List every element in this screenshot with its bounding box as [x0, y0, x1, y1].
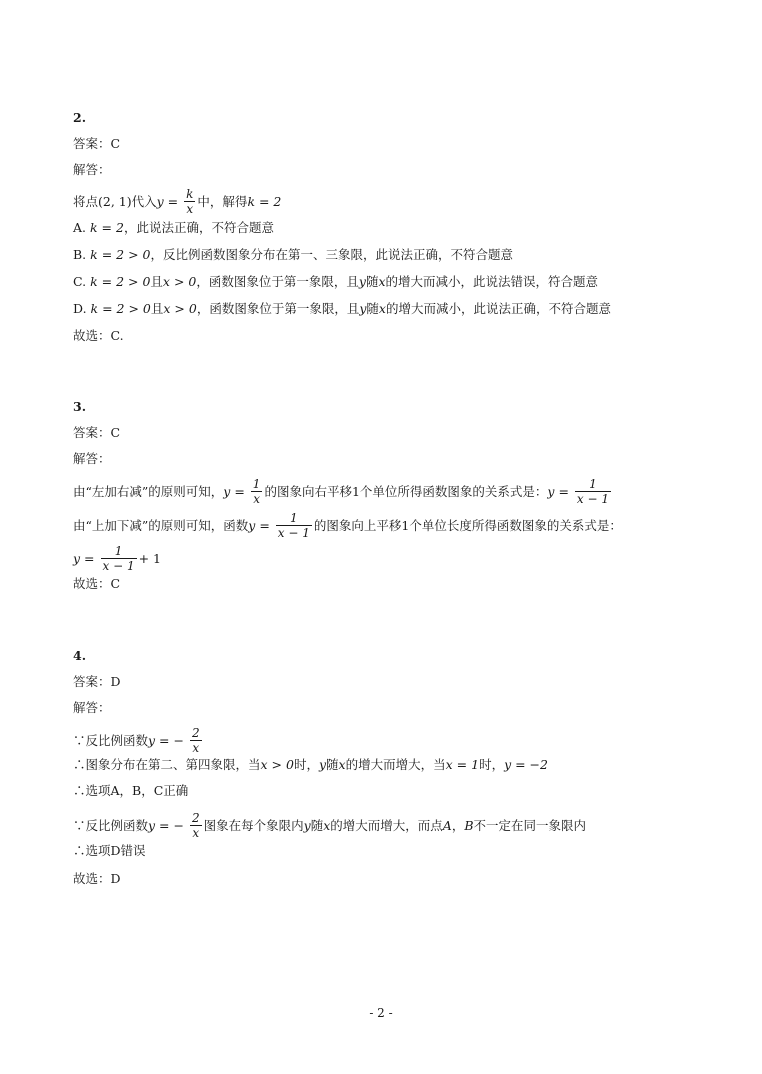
numerator: 1	[252, 477, 261, 491]
q2-option-b	[73, 247, 513, 263]
text: ∵反比例函数	[73, 818, 149, 833]
q3-choose: 故选：C	[73, 576, 121, 591]
q2-option-a	[73, 220, 274, 236]
math: y =	[547, 484, 569, 499]
fraction	[251, 477, 263, 506]
text: 随	[310, 818, 324, 833]
text: 随	[366, 301, 379, 316]
numerator: 1	[575, 477, 611, 492]
denominator: x − 1	[102, 559, 135, 573]
text: D.	[73, 301, 87, 316]
math: y = −	[148, 818, 184, 833]
text: B.	[73, 247, 87, 262]
numerator: k	[186, 187, 194, 201]
math: k = 2	[90, 220, 124, 235]
math: k = 2 > 0	[90, 247, 151, 262]
text: A.	[73, 220, 87, 235]
denominator: x − 1	[576, 492, 609, 506]
text: 由“左加右减”的原则可知，	[73, 484, 224, 499]
text: 随	[365, 274, 379, 289]
q2-option-d	[73, 301, 611, 317]
text: ，	[451, 818, 465, 833]
text: 的增大而增大，而点	[330, 818, 443, 833]
denominator: x	[192, 826, 200, 840]
q3-line-2	[73, 512, 622, 541]
q3-number: 3.	[73, 399, 87, 414]
numerator: 1	[276, 511, 312, 526]
q2-answer: 答案：C	[73, 136, 121, 151]
text: 的增大而增大，当	[345, 757, 446, 772]
q2-choose: 故选：C.	[73, 328, 124, 343]
q4-solution-label: 解答：	[73, 700, 111, 715]
math: y	[303, 818, 311, 833]
text: ，函数图象位于第一象限，且	[196, 274, 359, 289]
math: k = 2 > 0	[90, 301, 151, 316]
q4-line-1	[73, 727, 204, 756]
math: x	[338, 757, 346, 772]
q4-line-2	[73, 757, 548, 773]
text: ，此说法正确，不符合题意	[123, 220, 274, 235]
q3-solution-label: 解答：	[73, 451, 111, 466]
q4-answer: 答案：D	[73, 674, 121, 689]
math: x > 0	[163, 301, 197, 316]
page-number: - 2 -	[369, 1006, 393, 1020]
text: 时，	[479, 757, 505, 772]
text: 将点	[73, 194, 99, 209]
text: 的增大而减小，此说法错误，符合题意	[385, 274, 599, 289]
denominator: x − 1	[277, 526, 310, 540]
fraction	[276, 511, 312, 540]
fraction	[190, 726, 202, 755]
text: 不一定在同一象限内	[473, 818, 587, 833]
fraction	[184, 187, 195, 216]
math: x = 1	[445, 757, 480, 772]
math: x	[378, 274, 386, 289]
q4-choose: 故选：D	[73, 871, 121, 886]
q4-number: 4.	[73, 648, 87, 663]
q2-line-1	[73, 188, 281, 217]
fraction	[575, 477, 611, 506]
text: 时，	[293, 757, 319, 772]
math: + 1	[138, 551, 161, 566]
denominator: x	[192, 741, 200, 755]
q2-option-c	[73, 274, 598, 290]
math: y	[359, 301, 367, 316]
math: x	[378, 301, 386, 316]
text: ∴图象分布在第二、第四象限，当	[73, 757, 261, 772]
math: k = 2 > 0	[90, 274, 151, 289]
math: y =	[156, 194, 179, 209]
text: 由“上加下减”的原则可知，函数	[73, 518, 249, 533]
text: ，函数图象位于第一象限，且	[196, 301, 360, 316]
numerator: 2	[191, 726, 200, 740]
q4-line-5: ∴选项D错误	[73, 843, 146, 858]
text: ，反比例函数图象分布在第一、三象限，此说法正确，不符合题意	[150, 247, 513, 262]
text: 图象在每个象限内	[203, 818, 304, 833]
math: y	[358, 274, 366, 289]
text: 且	[150, 301, 164, 316]
math: y =	[248, 518, 270, 533]
text: ∵反比例函数	[73, 733, 149, 748]
text: 的图象向上平移1个单位长度所得函数图象的关系式是：	[313, 518, 622, 533]
q3-line-1	[73, 478, 613, 507]
text: 中，解得	[197, 194, 248, 209]
fraction	[101, 544, 137, 573]
math: y =	[73, 551, 95, 566]
math: y	[318, 757, 327, 772]
fraction	[190, 811, 202, 840]
numerator: 2	[191, 811, 200, 825]
q4-line-3: ∴选项A，B，C正确	[73, 783, 189, 798]
math: k = 2	[247, 194, 282, 209]
text: C.	[73, 274, 87, 289]
text: 随	[326, 757, 339, 772]
q2-solution-label: 解答：	[73, 162, 111, 177]
math: y = −2	[504, 757, 548, 772]
q3-line-3	[73, 545, 161, 574]
numerator: 1	[101, 544, 137, 559]
text: 的增大而减小，此说法正确，不符合题意	[385, 301, 611, 316]
text: 的图象向右平移1个单位所得函数图象的关系式是：	[264, 484, 548, 499]
denominator: x	[253, 492, 260, 506]
text: 且	[150, 274, 163, 289]
math: x > 0	[162, 274, 197, 289]
math: x > 0	[260, 757, 294, 772]
math: y = −	[148, 733, 184, 748]
math: y =	[223, 484, 245, 499]
q2-number: 2.	[73, 110, 87, 125]
math: (2, 1)	[98, 194, 132, 209]
text: 代入	[131, 194, 157, 209]
math: B	[464, 818, 474, 833]
math: A	[442, 818, 452, 833]
q4-line-4	[73, 812, 586, 841]
math: x	[323, 818, 331, 833]
q3-answer: 答案：C	[73, 425, 121, 440]
denominator: x	[186, 202, 194, 216]
